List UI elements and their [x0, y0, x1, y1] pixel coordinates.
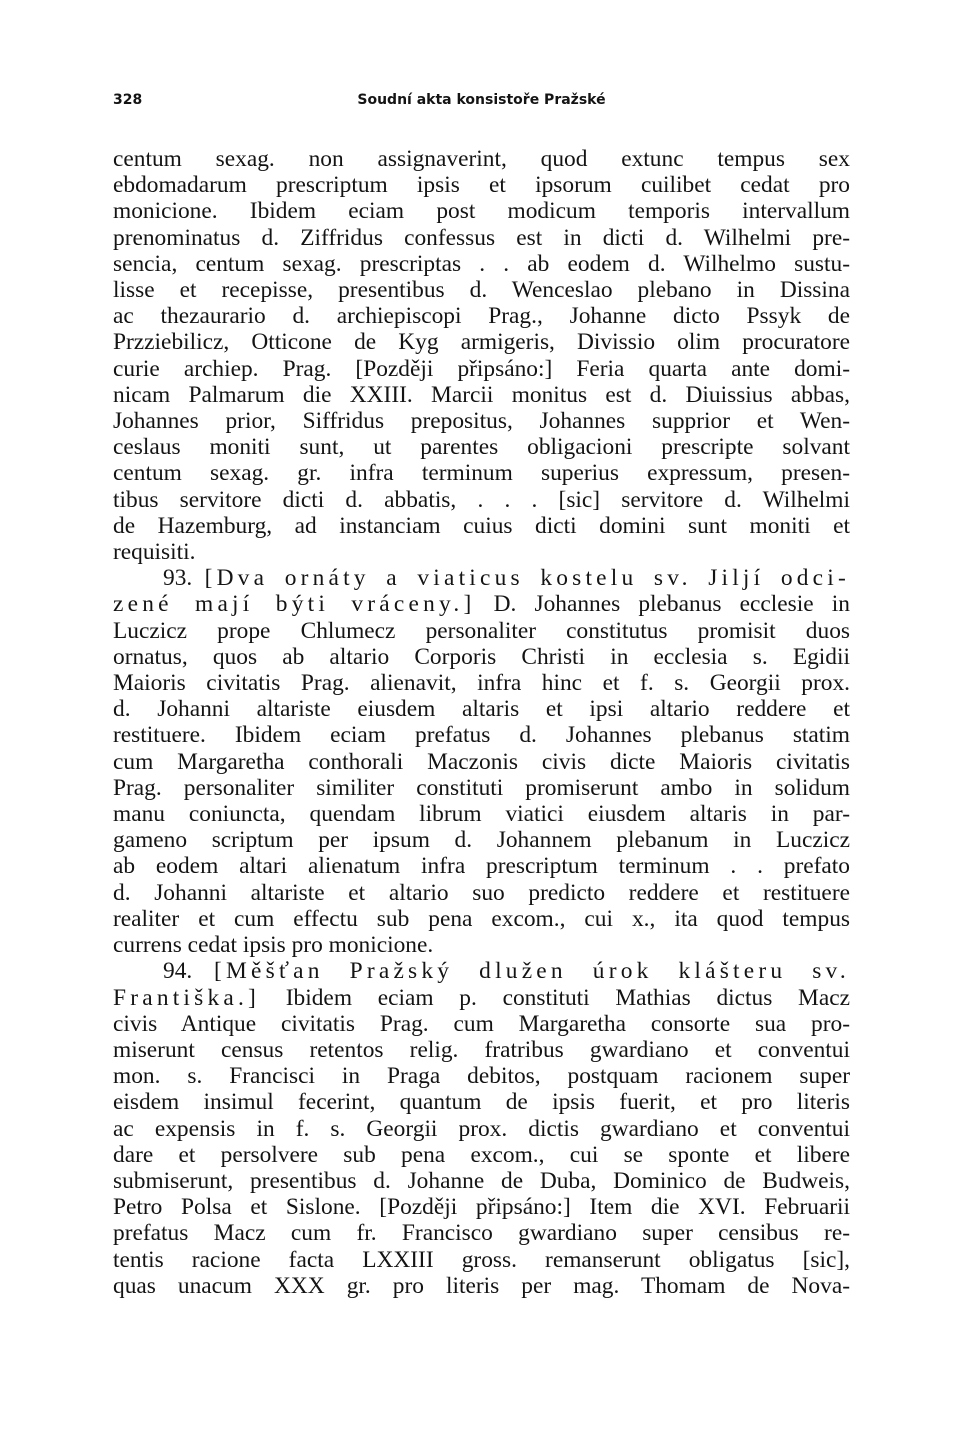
text-line: sencia, centum sexag. prescriptas . . ab eodem d. Wilhelmo sustu- [113, 250, 850, 277]
text-line: Johannes prior, Siffridus prepositus, Johannes supprior et Wen- [113, 408, 850, 435]
text-line: centum sexag. gr. infra terminum superius expressum, presen- [113, 460, 850, 487]
running-title: Soudní akta konsistoře Pražské [357, 92, 606, 108]
page-header [113, 92, 850, 114]
text-line: curie archiep. Prag. [Později připsáno:] Feria quarta ante domi- [113, 355, 850, 382]
text-line: ac thezaurario d. archiepiscopi Prag., Johanne dicto Pssyk de [113, 303, 850, 330]
page-number: 328 [113, 92, 143, 108]
text-line: ac expensis in f. s. Georgii prox. dictis gwardiano et conventui [113, 1115, 850, 1142]
text-line: centum sexag. non assignaverint, quod extunc tempus sex [113, 146, 850, 172]
text-line: prenominatus d. Ziffridus confessus est in dicti d. Wilhelmi pre- [113, 224, 850, 251]
text-line: dare et persolvere sub pena excom., cui se sponte et libere [113, 1141, 850, 1168]
text-line: Luczicz prope Chlumecz personaliter constitutus promisit duos [113, 617, 850, 644]
text-line: monicione. Ibidem eciam post modicum temporis intervallum [113, 198, 850, 225]
text-line: gameno scriptum per ipsum d. Johannem plebanum in Luczicz [113, 827, 850, 854]
text-line: d. Johanni altariste eiusdem altaris et ipsi altario reddere et [113, 696, 850, 723]
text-line: de Hazemburg, ad instanciam cuius dicti domini sunt moniti et [113, 512, 850, 539]
text-line: tentis racione facta LXXIII gross. remanserunt obligatus [sic], [113, 1246, 850, 1273]
text-line: ceslaus moniti sunt, ut parentes obligacioni prescripte solvant [113, 434, 850, 461]
text-line: ab eodem altari alienatum infra prescriptum terminum . . prefato [113, 853, 850, 880]
text-line: realiter et cum effectu sub pena excom., cui x., ita quod tempus [113, 905, 850, 932]
text-line: quas unacum XXX gr. pro literis per mag. Thomam de Nova- [113, 1272, 850, 1299]
section-94-text-start: Ibidem eciam p. constituti Mathias dictus Macz [260, 984, 850, 1011]
text-line: miserunt census retentos relig. fratribus gwardiano et conventui [113, 1036, 850, 1063]
text-line: cum Margaretha conthorali Maczonis civis dicte Maioris civitatis [113, 748, 850, 775]
text-line: Maioris civitatis Prag. alienavit, infra hinc et f. s. Georgii prox. [113, 670, 850, 697]
text-line: requisiti. [113, 539, 196, 566]
text-line: currens cedat ipsis pro monicione. [113, 932, 434, 959]
section-94-title: [Měšťan Pražský dlužen úrok klášteru sv. [214, 958, 850, 985]
text-line: ornatus, quos ab altario Corporis Christi in ecclesia s. Egidii [113, 643, 850, 670]
text-line: Prag. personaliter similiter constituti promiserunt ambo in solidum [113, 774, 850, 801]
text-line: manu coniuncta, quendam librum viatici eiusdem altaris in par- [113, 801, 850, 828]
text-line: Petro Polsa et Sislone. [Později připsáno:] Item die XVI. Februarii [113, 1194, 850, 1221]
text-line: restituere. Ibidem eciam prefatus d. Johannes plebanus statim [113, 722, 850, 749]
text-line: civis Antique civitatis Prag. cum Margaretha consorte sua pro- [113, 1010, 850, 1037]
section-93-title-cont: zené mají býti vráceny.] [113, 591, 476, 618]
section-93-text-start: D. Johannes plebanus ecclesie in [475, 591, 850, 618]
section-94-number: 94. [163, 958, 193, 985]
text-line: eisdem insimul fecerint, quantum de ipsis fuerit, et pro literis [113, 1089, 850, 1116]
text-line: d. Johanni altariste et altario suo predicto reddere et restituere [113, 879, 850, 906]
section-93-title: [Dva ornáty a viaticus kostelu sv. Jiljí odci- [204, 565, 850, 592]
section-94-title-cont: Františka.] [113, 984, 261, 1011]
text-line: nicam Palmarum die XXIII. Marcii monitus est d. Diuissius abbas, [113, 381, 850, 408]
text-line: mon. s. Francisci in Praga debitos, postquam racionem super [113, 1063, 850, 1090]
text-line: prefatus Macz cum fr. Francisco gwardiano super censibus re- [113, 1220, 850, 1247]
section-94-heading-line [113, 958, 850, 984]
body-text [113, 146, 850, 1299]
section-93-title-line-2 [113, 591, 850, 617]
text-line: tibus servitore dicti d. abbatis, . . . [sic] servitore d. Wilhelmi [113, 486, 850, 513]
section-94-title-line-2 [113, 985, 850, 1011]
section-93-heading-line [113, 565, 850, 591]
text-line: ebdomadarum prescriptum ipsis et ipsorum cuilibet cedat pro [113, 172, 850, 199]
text-line: Przziebilicz, Otticone de Kyg armigeris, Divissio olim procuratore [113, 329, 850, 356]
text-line: submiserunt, presentibus d. Johanne de Duba, Dominico de Budweis, [113, 1167, 850, 1194]
section-93-number: 93. [163, 565, 193, 592]
text-line: lisse et recepisse, presentibus d. Wenceslao plebano in Dissina [113, 277, 850, 304]
